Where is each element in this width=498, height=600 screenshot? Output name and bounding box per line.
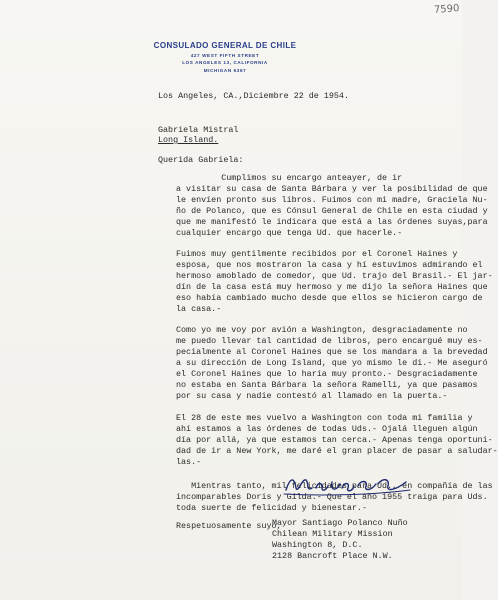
paragraph-line: Mientras tanto, mil felicidades para Ud., en compañía de las [176,481,493,491]
paragraph-line: esposa, que nos mostraron la casa y hí estuvimos admirando el [176,260,483,270]
paragraph-line: pecialmente al Coronel Haines que se los mandara a la brevedad [176,347,488,357]
sender-line: 2128 Bancroft Place N.W. [272,551,393,561]
paragraph-line: no estaba en Santa Bárbara la señora Ramelli, ya que pasamos [176,380,478,390]
paragraph-line: Fuimos muy gentilmente recibidos por el Coronel Haines y [176,249,458,259]
paragraph-line: eso había cambiado mucho desde que ellos se hicieron cargo de [176,293,483,303]
paragraph-line: día por allá, ya que estamos tan cerca.- Apenas tenga oportuni- [176,435,493,445]
letterhead [150,41,300,73]
paragraph-line: dín de la casa está muy hermoso y me dijo la señora Haines que [176,282,488,292]
paragraph-line: que me manifestó le indicara que está a las órdenes suyas,para [176,217,488,227]
recipient-place: Long Island. [158,135,219,145]
paragraph-line: dad de ir a New York, me daré el gran placer de pasar a saludar- [176,446,498,456]
paragraph-line: incomparables Doris y Gilda.- Que el año 1955 traiga para Uds. [176,492,488,502]
closing: Respetuosamente suyo, [176,521,282,531]
paragraph-line: toda suerte de felicidad y bienestar.- [176,503,367,513]
letterhead-line: MICHIGAN 6367 [203,67,247,73]
paragraph-line: a su dirección de Long Island, que yo mismo le di.- Me aseguró [176,358,488,368]
paragraph-line: me puedo llevar tal cantidad de libros, pero encargué muy es- [176,336,483,346]
paragraph-line: El 28 de este mes vuelvo a Washington con toda mi familia y [176,413,473,423]
paragraph-line: Como yo me voy por avión a Washington, desgraciadamente no [176,325,468,335]
sender-line: Chilean Military Mission [272,529,393,539]
paragraph-line: Cumplimos su encargo anteayer, de ir [176,173,403,183]
letterhead-line: LOS ANGELES 13, CALIFORNIA [182,60,268,65]
recipient-name: Gabriela Mistral [158,125,239,135]
paragraph-line: ahí estamos a las órdenes de todas Uds.- Ojalá lleguen algún [176,424,478,434]
letterhead-line: 427 WEST FIFTH STREET [190,52,260,58]
handwritten-signature [282,472,414,498]
paragraph-line: el Coronel Haines que lo haría muy pronto.- Desgraciadamente [176,369,478,379]
date-line: Los Angeles, CA.,Diciembre 22 de 1954. [158,91,349,101]
letterhead-name: CONSULADO GENERAL DE CHILE [153,41,297,50]
sender-line: Washington 8, D.C. [272,540,363,550]
paragraph-line: a visitar su casa de Santa Bárbara y ver la posibilidad de que [176,184,488,194]
archive-number: 7590 [433,3,460,16]
paragraph-line: la casa.- [176,304,222,314]
salutation: Querida Gabriela: [158,155,244,165]
paragraph-line: le envíen pronto sus libros. Fuimos con mi madre, Graciela Nu- [176,195,488,205]
paragraph-line: por su casa y nadie contestó al llamado en la puerta.- [176,391,448,401]
paragraph-line: las.- [176,457,202,467]
sender-line: Mayor Santiago Polanco Nuño [272,518,408,528]
paragraph-line: cualquier encargo que tenga Ud. que hacerle.- [176,228,403,238]
paragraph-line: hermoso amoblado de comedor, que Ud. trajo del Brasil.- El jar- [176,271,493,281]
paragraph-line: ño de Polanco, que es Cónsul General de Chile en esta ciudad y [176,206,488,216]
